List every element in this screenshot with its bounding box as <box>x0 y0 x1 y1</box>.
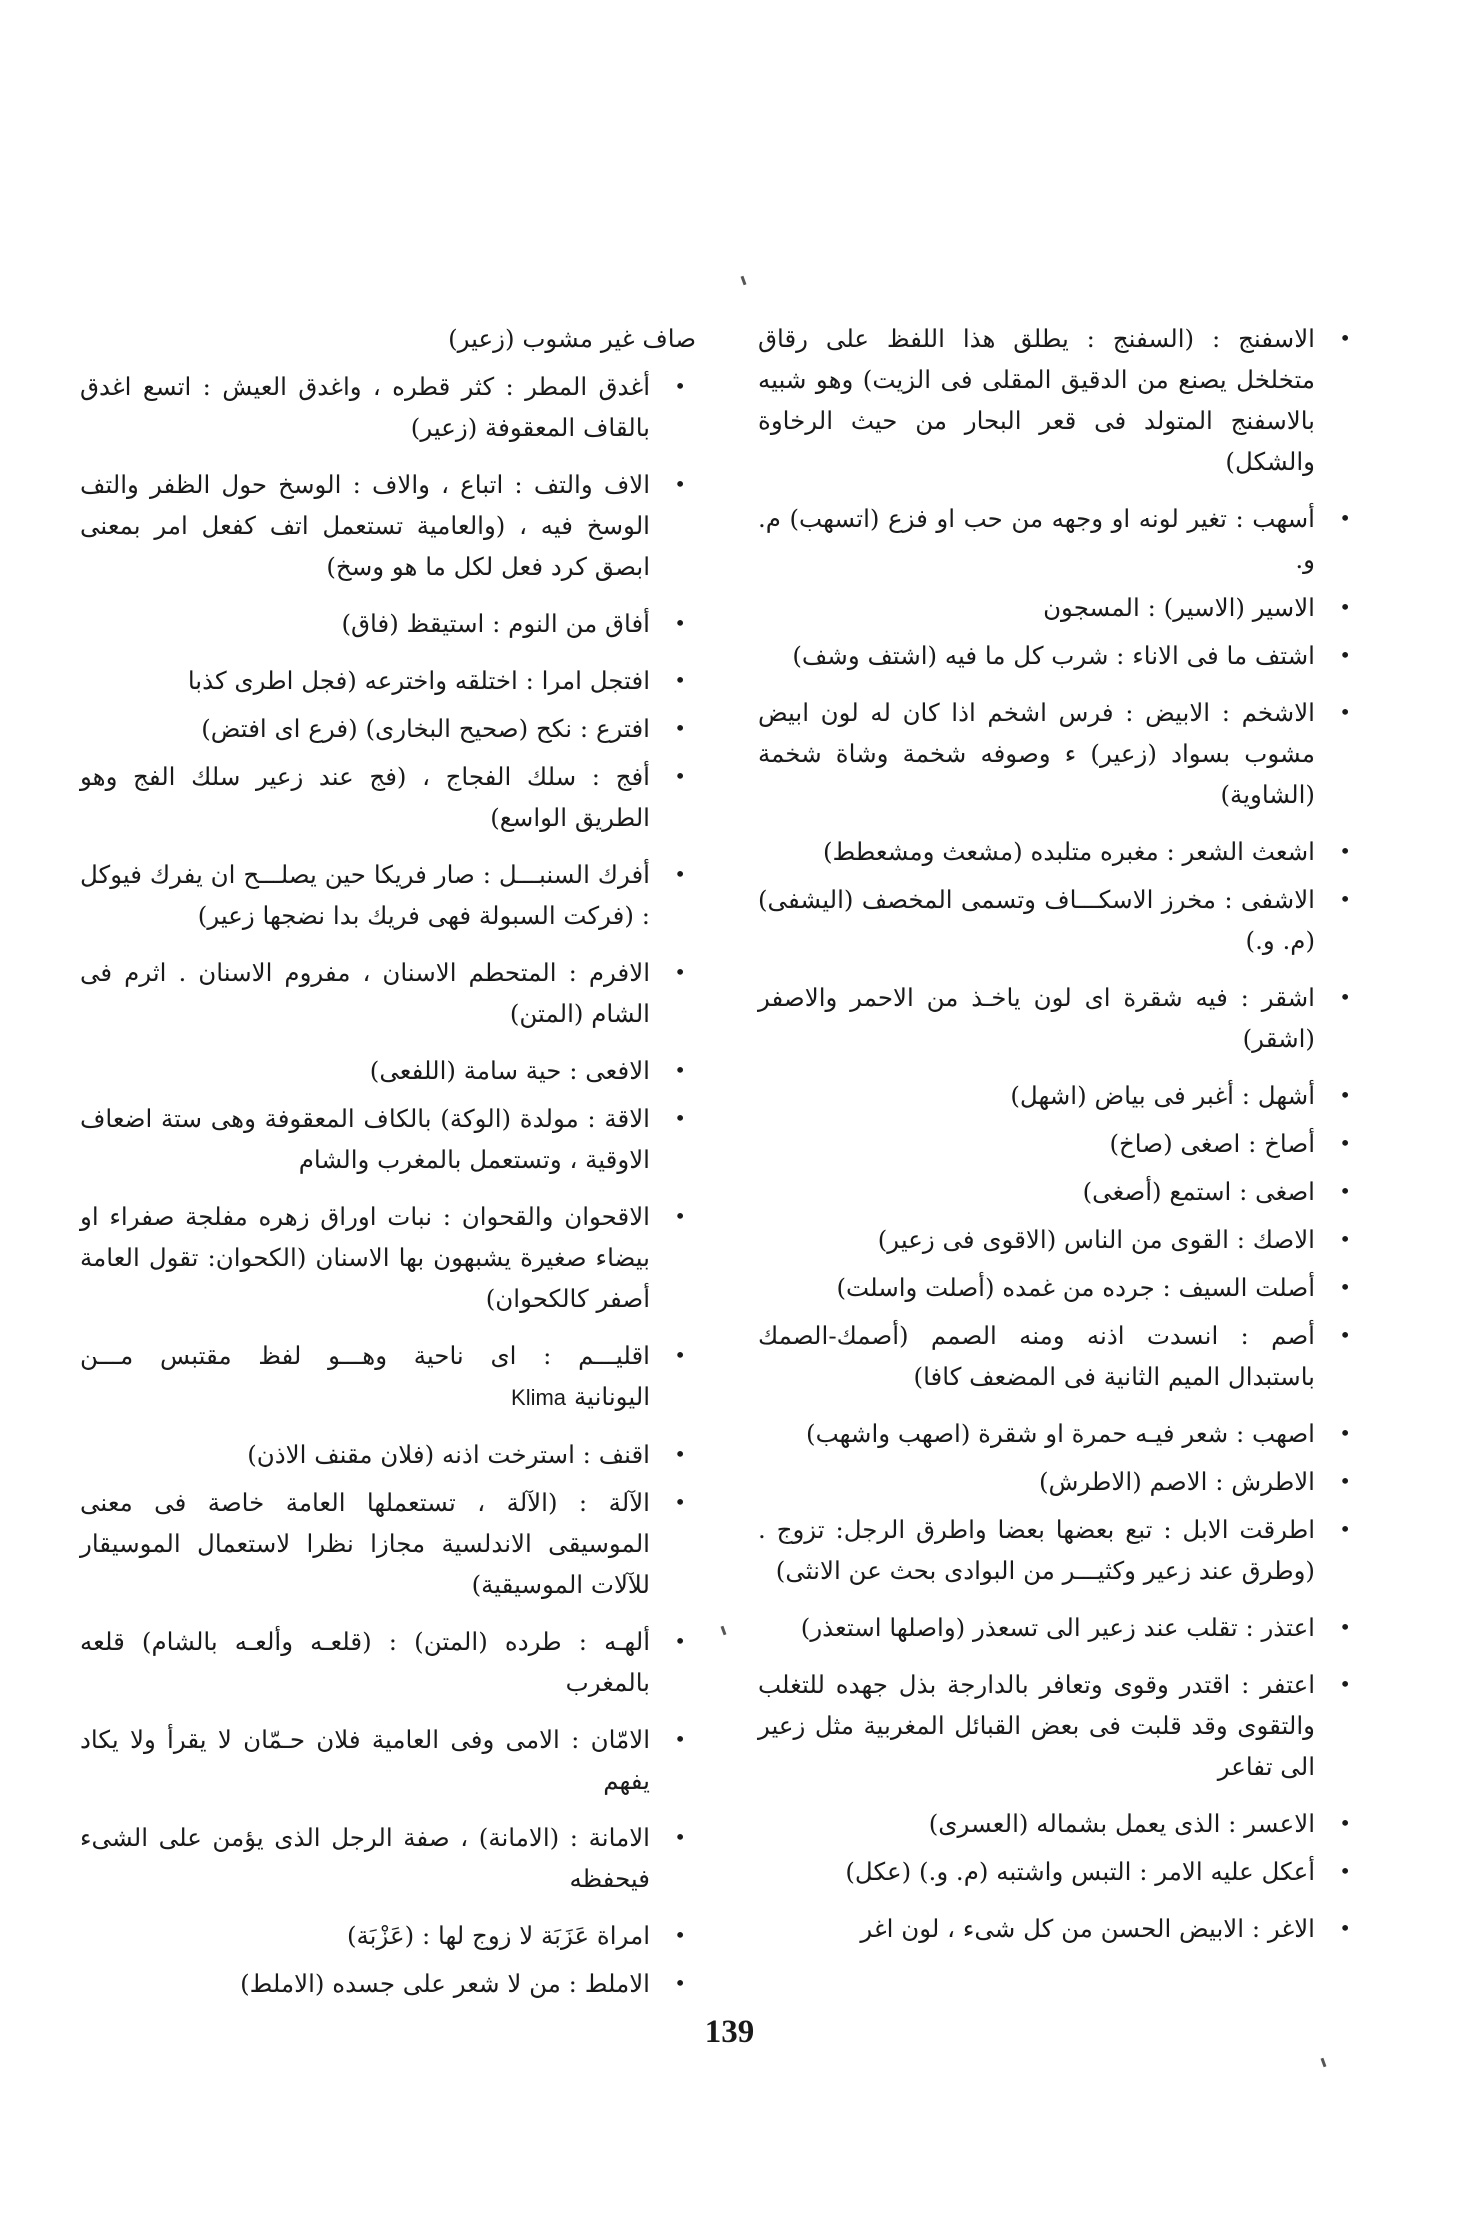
entry-text: أشهل : أغبر فى بياض (اشهل) <box>1010 1081 1315 1110</box>
entry-text: الآلة : (الآلة ، تستعملها العامة خاصة فى معنى الموسيقى الاندلسية مجازا نظرا لاستعمال الموسيقار للآلات الموسيقية) <box>80 1488 650 1599</box>
dictionary-entry <box>80 1434 696 1475</box>
dictionary-entry <box>80 603 696 644</box>
bullet-icon: • <box>1339 595 1351 619</box>
entry-text: أسهب : تغير لونه او وجهه من حب او فزع (اتسهب) م. و. <box>758 504 1315 574</box>
right-column <box>758 318 1361 1956</box>
entry-text: الاشفى : مخرز الاسكـــاف وتسمى المخصف (اليشفى) (م. و.) <box>758 885 1315 955</box>
bullet-icon: • <box>674 1727 686 1751</box>
entry-text: الاسير (الاسير) : المسجون <box>1043 593 1315 622</box>
entry-text: الامّان : الامى وفى العامية فلان حـمّان لا يقرأ ولا يكاد يفهم <box>80 1725 650 1795</box>
dictionary-entry <box>80 1817 696 1899</box>
bullet-icon: • <box>1339 1517 1351 1541</box>
bullet-icon: • <box>1339 1227 1351 1251</box>
dictionary-entry <box>80 1915 696 1956</box>
entry-text: أصم : انسدت اذنه ومنه الصمم (أصمك-الصمك باستبدال الميم الثانية فى المضعف كافا) <box>758 1321 1315 1391</box>
dictionary-entry <box>758 977 1361 1059</box>
entry-text: ألهـه : طرده (المتن) : (قلعـه وألعـه بالشام) قلعه بالمغرب <box>80 1627 650 1697</box>
entry-text: الاعسر : الذى يعمل بشماله (العسرى) <box>928 1809 1315 1838</box>
entry-text: الاف والتف : اتباع ، والاف : الوسخ حول الظفر والتف الوسخ فيه ، (والعامية تستعمل اتف كفعل امر بمعنى ابصق كرد فعل لكل ما هو وسخ) <box>80 470 650 581</box>
dictionary-entry <box>80 318 696 359</box>
entry-text: صاف غير مشوب (زعير) <box>448 324 696 353</box>
entry-text: الاقحوان والقحوان : نبات اوراق زهره مفلجة صفراء او بيضاء صغيرة يشبهون بها الاسنان (الكحوان: تقول العامة أصفر كالكحوان) <box>80 1202 650 1313</box>
dictionary-entry <box>758 1607 1361 1648</box>
dictionary-entry <box>80 1335 696 1418</box>
entry-text: الاشخم : الابيض : فرس اشخم اذا كان له لون ابيض مشوب بسواد (زعير) ء وصوفه شخمة وشاة شخمة (الشاوية) <box>758 698 1315 809</box>
bullet-icon: • <box>674 668 686 692</box>
dictionary-entry <box>758 879 1361 961</box>
entry-text: افترع : نكح (صحيح البخارى) (فرع اى افتض) <box>201 714 650 743</box>
dictionary-entry <box>758 498 1361 580</box>
dictionary-entry <box>758 1267 1361 1308</box>
bullet-icon: • <box>674 611 686 635</box>
bullet-icon: • <box>1339 506 1351 530</box>
entry-text: الاغر : الابيض الحسن من كل شىء ، لون اغر <box>860 1914 1315 1943</box>
dictionary-entry <box>80 464 696 587</box>
entry-text: أصلت السيف : جرده من غمده (أصلت واسلت) <box>836 1273 1315 1302</box>
entry-text: اقليـــم : اى ناحية وهـــو لفظ مقتبس مـــن اليونانية <box>80 1341 650 1411</box>
entry-text: أغدق المطر : كثر قطره ، واغدق العيش : اتسع اغدق بالقاف المعقوفة (زعير) <box>80 372 650 442</box>
dictionary-entry <box>80 1719 696 1801</box>
bullet-icon: • <box>1339 1131 1351 1155</box>
entry-text: الاسفنج : (السفنج : يطلق هذا اللفظ على رقاق متخلخل يصنع من الدقيق المقلى فى الزيت) وهو شبيه بالاسفنج المتولد فى قعر البحار من حيث الرخاوة والشكل) <box>758 324 1315 476</box>
bullet-icon: • <box>674 862 686 886</box>
bullet-icon: • <box>674 1971 686 1995</box>
entry-text: اصهب : شعر فيـه حمرة او شقرة (اصهب واشهب) <box>806 1419 1315 1448</box>
dictionary-entry <box>758 1123 1361 1164</box>
entry-text: امراة عَزَبَة لا زوج لها : (عَزْبَة) <box>346 1921 650 1950</box>
dictionary-entry <box>80 366 696 448</box>
dictionary-entry <box>80 1196 696 1319</box>
bullet-icon: • <box>674 1442 686 1466</box>
entry-text: الاملط : من لا شعر على جسده (الاملط) <box>240 1969 650 1998</box>
entry-text: الاصك : القوى من الناس (الاقوى فى زعير) <box>877 1225 1315 1254</box>
dictionary-entry <box>758 318 1361 482</box>
dictionary-entry <box>80 854 696 936</box>
dictionary-entry <box>758 587 1361 628</box>
entry-text: أفرك السنبـــل : صار فريكا حين يصلـــح ان يفرك فيوكل : (فركت السبولة فهى فريك بدا نضجها زعير) <box>80 860 650 930</box>
bullet-icon: • <box>674 1106 686 1130</box>
dictionary-entry <box>80 1482 696 1605</box>
dictionary-entry <box>758 831 1361 872</box>
dictionary-entry <box>80 1621 696 1703</box>
entry-text: اصغى : استمع (أصغى) <box>1082 1177 1315 1206</box>
bullet-icon: • <box>674 1825 686 1849</box>
bullet-icon: • <box>1339 643 1351 667</box>
dictionary-entry <box>758 1315 1361 1397</box>
entry-text: اقنف : استرخت اذنه (فلان مقنف الاذن) <box>247 1440 650 1469</box>
dictionary-entry <box>80 756 696 838</box>
bullet-icon: • <box>1339 1916 1351 1940</box>
dictionary-entry <box>80 1963 696 2004</box>
bullet-icon: • <box>674 1058 686 1082</box>
bullet-icon: • <box>674 960 686 984</box>
left-column <box>80 318 696 2011</box>
page-number: 139 <box>704 2014 755 2050</box>
scan-speck <box>721 1626 727 1635</box>
dictionary-entry <box>758 692 1361 815</box>
entry-text: اعتذر : تقلب عند زعير الى تسعذر (واصلها استعذر) <box>800 1613 1315 1642</box>
entry-text: اطرقت الابل : تبع بعضها بعضا واطرق الرجل: تزوج . (وطرق عند زعير وكثيـــر من البوادى بحث عن الانثى) <box>758 1515 1315 1585</box>
bullet-icon: • <box>1339 700 1351 724</box>
bullet-icon: • <box>1339 1859 1351 1883</box>
bullet-icon: • <box>674 1923 686 1947</box>
entry-text: الافرم : المتحطم الاسنان ، مفروم الاسنان . اثرم فى الشام (المتن) <box>80 958 650 1028</box>
bullet-icon: • <box>1339 1323 1351 1347</box>
dictionary-entry <box>80 1050 696 1091</box>
bullet-icon: • <box>1339 839 1351 863</box>
entry-text: اشعث الشعر : مغبره متلبده (مشعث ومشعطط) <box>822 837 1315 866</box>
dictionary-entry <box>758 635 1361 676</box>
bullet-icon: • <box>1339 887 1351 911</box>
dictionary-entry <box>758 1803 1361 1844</box>
bullet-icon: • <box>674 716 686 740</box>
entry-text: أعكل عليه الامر : التبس واشتبه (م. و.) (عكل) <box>845 1857 1315 1886</box>
dictionary-entry <box>80 952 696 1034</box>
bullet-icon: • <box>1339 1083 1351 1107</box>
entry-text: أفاق من النوم : استيقظ (فاق) <box>341 609 650 638</box>
dictionary-entry <box>758 1075 1361 1116</box>
bullet-icon: • <box>1339 1615 1351 1639</box>
bullet-icon: • <box>1339 1275 1351 1299</box>
dictionary-entry <box>758 1908 1361 1949</box>
entry-text: افتجل امرا : اختلقه واخترعه (فجل اطرى كذبا <box>187 666 650 695</box>
scan-speck <box>1321 2058 1327 2067</box>
entry-text: أصاخ : اصغى (صاخ) <box>1109 1129 1315 1158</box>
bullet-icon: • <box>1339 1469 1351 1493</box>
dictionary-entry <box>80 660 696 701</box>
bullet-icon: • <box>1339 326 1351 350</box>
bullet-icon: • <box>674 1629 686 1653</box>
entry-text: اشقر : فيه شقرة اى لون ياخـذ من الاحمر والاصفر (اشقر) <box>758 983 1315 1053</box>
bullet-icon: • <box>1339 1811 1351 1835</box>
bullet-icon: • <box>674 472 686 496</box>
dictionary-entry <box>80 1098 696 1180</box>
entry-text: الاطرش : الاصم (الاطرش) <box>1038 1467 1315 1496</box>
bullet-icon: • <box>674 374 686 398</box>
bullet-icon: • <box>1339 1672 1351 1696</box>
entry-text: الامانة : (الامانة) ، صفة الرجل الذى يؤمن على الشىء فيحفظه <box>80 1823 650 1893</box>
scan-speck <box>741 276 747 285</box>
bullet-icon: • <box>674 1490 686 1514</box>
dictionary-entry <box>758 1171 1361 1212</box>
bullet-icon: • <box>674 1343 686 1367</box>
entry-text: أفج : سلك الفجاج ، (فج عند زعير سلك الفج وهو الطريق الواسع) <box>80 762 650 832</box>
bullet-icon: • <box>1339 1179 1351 1203</box>
bullet-icon: • <box>674 764 686 788</box>
bullet-icon: • <box>1339 1421 1351 1445</box>
entry-text: اشتف ما فى الاناء : شرب كل ما فيه (اشتف وشف) <box>792 641 1315 670</box>
latin-word: Klima <box>511 1385 567 1410</box>
bullet-icon: • <box>674 1204 686 1228</box>
entry-text: اعتفر : اقتدر وقوى وتعافر بالدارجة بذل جهده للتغلب والتقوى وقد قلبت فى بعض القبائل المغربية مثل زعير الى تفاعر <box>758 1670 1315 1781</box>
dictionary-entry <box>758 1219 1361 1260</box>
dictionary-entry <box>758 1851 1361 1892</box>
bullet-icon: • <box>1339 985 1351 1009</box>
entry-text: الاقة : مولدة (الوكة) بالكاف المعقوفة وهى ستة اضعاف الاوقية ، وتستعمل بالمغرب والشام <box>80 1104 650 1174</box>
entry-text: الافعى : حية سامة (اللفعى) <box>369 1056 650 1085</box>
dictionary-entry <box>758 1461 1361 1502</box>
dictionary-entry <box>80 708 696 749</box>
dictionary-entry <box>758 1509 1361 1591</box>
dictionary-entry <box>758 1664 1361 1787</box>
dictionary-entry <box>758 1413 1361 1454</box>
